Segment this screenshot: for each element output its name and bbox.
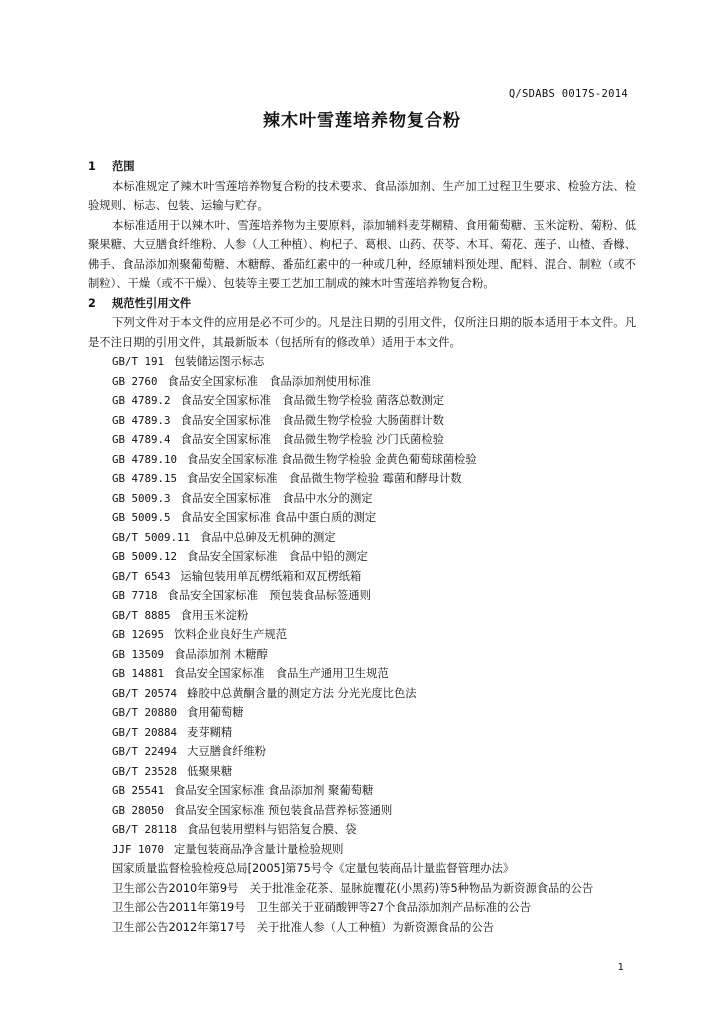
notice-item: 卫生部公告2011年第19号 卫生部关于亚硝酸钾等27个食品添加剂产品标准的公告 bbox=[112, 901, 532, 914]
reference-item bbox=[88, 528, 636, 548]
reference-title: 麦芽糊精 bbox=[187, 725, 233, 739]
reference-title: 食品安全国家标准 食品生产通用卫生规范 bbox=[174, 667, 389, 680]
reference-code: GB 4789.2 bbox=[112, 394, 171, 407]
standard-code: Q/SDABS 0017S-2014 bbox=[508, 88, 628, 100]
reference-item bbox=[88, 840, 636, 860]
reference-code: GB 12695 bbox=[112, 628, 165, 641]
section-1-title: 范围 bbox=[112, 160, 135, 173]
reference-code: GB 13509 bbox=[112, 647, 165, 661]
reference-title: 食品安全国家标准 预包装食品营养标签通则 bbox=[174, 803, 393, 817]
reference-code: GB 4789.15 bbox=[112, 472, 178, 485]
reference-title: 食品安全国家标准 食品微生物学检验 霉菌和酵母计数 bbox=[187, 472, 462, 485]
reference-code: GB 4789.4 bbox=[112, 433, 171, 446]
reference-title: 食用玉米淀粉 bbox=[180, 608, 249, 622]
reference-title: 食品安全国家标准 食品添加剂使用标准 bbox=[167, 374, 371, 388]
reference-item bbox=[88, 645, 636, 665]
reference-title: 食品包装用塑料与铝箔复合膜、袋 bbox=[187, 823, 357, 836]
reference-item bbox=[88, 567, 636, 587]
reference-item bbox=[88, 489, 636, 509]
section-1-paragraph: 本标准规定了辣木叶雪莲培养物复合粉的技术要求、食品添加剂、生产加工过程卫生要求、检验方法、检验规则、标志、包装、运输与贮存。 bbox=[88, 179, 636, 212]
reference-title: 食品中总砷及无机砷的测定 bbox=[200, 530, 336, 544]
reference-item bbox=[88, 762, 636, 782]
reference-item bbox=[88, 411, 636, 431]
section-2-heading bbox=[88, 294, 636, 314]
document-title: 辣木叶雪莲培养物复合粉 bbox=[263, 111, 461, 131]
reference-code: GB/T 8885 bbox=[112, 608, 171, 622]
reference-code: GB 5009.5 bbox=[112, 511, 171, 524]
reference-item bbox=[88, 508, 636, 528]
reference-title: 食品安全国家标准 食品中水分的测定 bbox=[180, 491, 373, 505]
reference-code: GB 2760 bbox=[112, 374, 158, 388]
reference-title: 包装储运图示标志 bbox=[174, 355, 265, 368]
reference-item bbox=[88, 684, 636, 704]
reference-code: GB/T 23528 bbox=[112, 764, 178, 778]
reference-code: GB/T 22494 bbox=[112, 745, 178, 758]
reference-title: 食品安全国家标准 食品微生物学检验 沙门氏菌检验 bbox=[180, 433, 444, 446]
notice-item: 卫生部公告2012年第17号 关于批准人参（人工种植）为新资源食品的公告 bbox=[112, 920, 495, 934]
notice-item: 卫生部公告2010年第9号 关于批准金花茶、显脉旋覆花(小黑药)等5种物品为新资源食品的公告 bbox=[112, 881, 594, 895]
reference-title: 食品安全国家标准 食品中蛋白质的测定 bbox=[180, 511, 377, 524]
reference-item bbox=[88, 781, 636, 801]
reference-code: GB 14881 bbox=[112, 667, 165, 680]
reference-code: GB 4789.10 bbox=[112, 452, 178, 466]
reference-code: GB 7718 bbox=[112, 589, 158, 602]
document-body bbox=[88, 157, 636, 937]
reference-code: GB 28050 bbox=[112, 803, 165, 817]
reference-code: GB/T 6543 bbox=[112, 569, 171, 583]
reference-code: GB/T 5009.11 bbox=[112, 530, 191, 544]
reference-title: 食品安全国家标准 预包装食品标签通则 bbox=[167, 589, 371, 602]
reference-code: GB 5009.3 bbox=[112, 491, 171, 505]
reference-title: 饮料企业良好生产规范 bbox=[174, 628, 287, 641]
reference-title: 食品安全国家标准 食品微生物学检验 菌落总数测定 bbox=[180, 394, 444, 407]
reference-code: GB/T 191 bbox=[112, 355, 165, 368]
section-1-heading bbox=[88, 157, 636, 177]
reference-title: 食品安全国家标准 食品微生物学检验 大肠菌群计数 bbox=[180, 413, 444, 427]
section-2-number: 2 bbox=[88, 296, 96, 310]
reference-item bbox=[88, 742, 636, 762]
reference-item bbox=[88, 430, 636, 450]
reference-item bbox=[88, 703, 636, 723]
section-2-intro: 下列文件对于本文件的应用是必不可少的。凡是注日期的引用文件，仅所注日期的版本适用于本文件。凡是不注日期的引用文件，其最新版本（包括所有的修改单）适用于本文件。 bbox=[88, 316, 636, 349]
reference-title: 食品安全国家标准 食品中铅的测定 bbox=[187, 550, 368, 563]
reference-item bbox=[88, 606, 636, 626]
reference-item bbox=[88, 664, 636, 684]
reference-title: 食品安全国家标准 食品微生物学检验 金黄色葡萄球菌检验 bbox=[187, 452, 477, 466]
section-1-paragraph: 本标准适用于以辣木叶、雪莲培养物为主要原料，添加辅料麦芽糊精、食用葡萄糖、玉米淀粉、菊粉、低聚果糖、大豆膳食纤维粉、人参（人工种植）、枸杞子、葛根、山药、茯苓、木耳、菊花、莲子、山楂、香橼、佛手、食品添加剂聚葡萄糖、木糖醇、番茄红素中的一种或几种，经原辅料预处理、配料、混合、制粒（或不制粒）、干燥（或不干燥）、包装等主要工艺加工制成的辣木叶雪莲培养物复合粉。 bbox=[88, 218, 636, 290]
reference-code: GB/T 20880 bbox=[112, 706, 178, 719]
reference-title: 运输包装用单瓦楞纸箱和双瓦楞纸箱 bbox=[180, 569, 362, 583]
reference-title: 食品安全国家标准 食品添加剂 聚葡萄糖 bbox=[174, 784, 374, 797]
reference-title: 大豆膳食纤维粉 bbox=[187, 745, 267, 758]
reference-title: 食用葡萄糖 bbox=[187, 706, 244, 719]
reference-code: GB 4789.3 bbox=[112, 413, 171, 427]
reference-item bbox=[88, 450, 636, 470]
reference-code: GB/T 28118 bbox=[112, 823, 178, 836]
reference-code: GB 5009.12 bbox=[112, 550, 178, 563]
reference-list bbox=[88, 352, 636, 859]
reference-item bbox=[88, 547, 636, 567]
reference-item bbox=[88, 391, 636, 411]
reference-item bbox=[88, 801, 636, 821]
reference-item bbox=[88, 469, 636, 489]
reference-code: GB/T 20884 bbox=[112, 725, 178, 739]
notice-item: 国家质量监督检验检疫总局[2005]第75号令《定量包装商品计量监督管理办法》 bbox=[112, 862, 515, 875]
reference-title: 低聚果糖 bbox=[187, 764, 233, 778]
reference-item bbox=[88, 723, 636, 743]
reference-item bbox=[88, 625, 636, 645]
reference-title: 定量包装商品净含量计量检验规则 bbox=[174, 842, 344, 856]
reference-code: GB 25541 bbox=[112, 784, 165, 797]
section-1-number: 1 bbox=[88, 160, 96, 173]
reference-title: 食品添加剂 木糖醇 bbox=[174, 647, 268, 661]
reference-code: GB/T 20574 bbox=[112, 686, 178, 700]
reference-item bbox=[88, 352, 636, 372]
page-number: 1 bbox=[617, 962, 624, 973]
reference-title: 蜂胶中总黄酮含量的测定方法 分光光度比色法 bbox=[187, 686, 417, 700]
section-2-title: 规范性引用文件 bbox=[112, 296, 192, 310]
reference-item bbox=[88, 586, 636, 606]
reference-item bbox=[88, 372, 636, 392]
reference-item bbox=[88, 820, 636, 840]
reference-code: JJF 1070 bbox=[112, 842, 165, 856]
